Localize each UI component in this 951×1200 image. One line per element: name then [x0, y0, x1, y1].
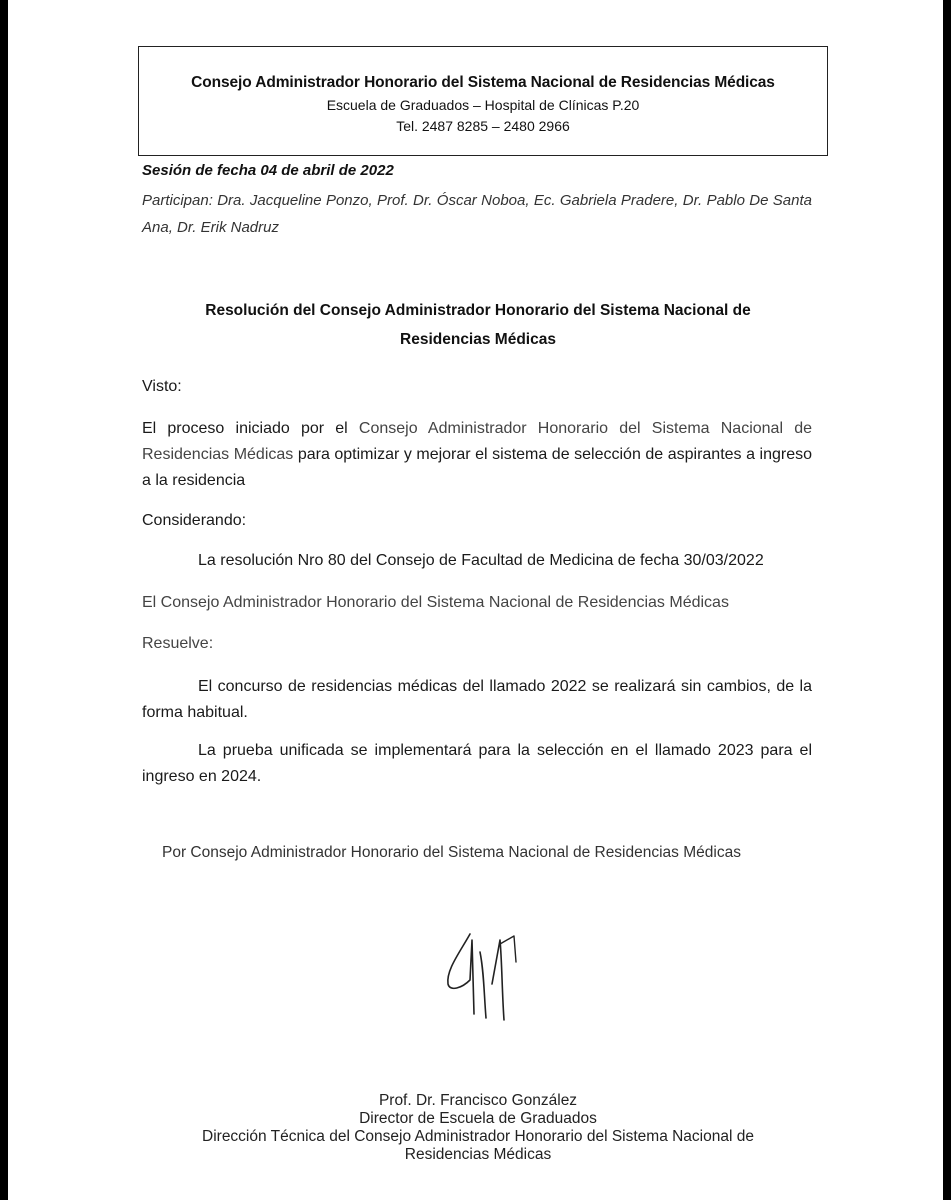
closing-line: Por Consejo Administrador Honorario del Sistema Nacional de Residencias Médicas	[162, 844, 741, 861]
letterhead-title: Consejo Administrador Honorario del Sistema Nacional de Residencias Médicas	[191, 74, 775, 91]
resuelve-label: Resuelve:	[142, 635, 214, 652]
signature-icon	[440, 922, 530, 1032]
document-page	[8, 0, 943, 1200]
visto-label: Visto:	[142, 378, 182, 395]
resolution-title-line-1: Resolución del Consejo Administrador Honorario del Sistema Nacional de	[205, 302, 751, 319]
signatory-role: Director de Escuela de Graduados	[359, 1110, 597, 1127]
letterhead-address: Escuela de Graduados – Hospital de Clínicas P.20	[326, 97, 640, 113]
prueba-paragraph: La prueba unificada se implementará para la selección en el llamado 2023 para el ingreso en 2024.	[142, 742, 812, 785]
resolution-80-line: La resolución Nro 80 del Consejo de Facultad de Medicina de fecha 30/03/2022	[198, 552, 764, 569]
proceso-paragraph	[142, 416, 812, 494]
signatory-block	[158, 1092, 798, 1164]
signatory-direction-line-2: Residencias Médicas	[404, 1146, 552, 1163]
resolution-title	[158, 296, 798, 354]
letterhead-box	[138, 46, 828, 156]
proceso-council-name: Consejo Administrador Honorario del Sistema Nacional de Residencias Médicas	[142, 420, 812, 463]
considerando-label: Considerando:	[142, 512, 247, 529]
resolution-title-line-2: Residencias Médicas	[400, 331, 556, 348]
signatory-name: Prof. Dr. Francisco González	[378, 1092, 578, 1109]
concurso-paragraph: El concurso de residencias médicas del llamado 2022 se realizará sin cambios, de la forma habitual.	[142, 678, 812, 721]
session-date: Sesión de fecha 04 de abril de 2022	[142, 162, 394, 179]
letterhead-phone: Tel. 2487 8285 – 2480 2966	[396, 118, 570, 134]
signatory-direction-line-1: Dirección Técnica del Consejo Administrador Honorario del Sistema Nacional de	[202, 1128, 754, 1145]
participants: Participan: Dra. Jacqueline Ponzo, Prof. Dr. Óscar Noboa, Ec. Gabriela Pradere, Dr. Pablo De Santa Ana, Dr. Erik Nadruz	[142, 192, 812, 236]
council-line: El Consejo Administrador Honorario del Sistema Nacional de Residencias Médicas	[142, 594, 729, 611]
proceso-prefix: El proceso iniciado por el	[142, 420, 359, 437]
proceso-suffix: para optimizar y mejorar el sistema de selección de aspirantes a ingreso a la residencia	[142, 446, 812, 489]
